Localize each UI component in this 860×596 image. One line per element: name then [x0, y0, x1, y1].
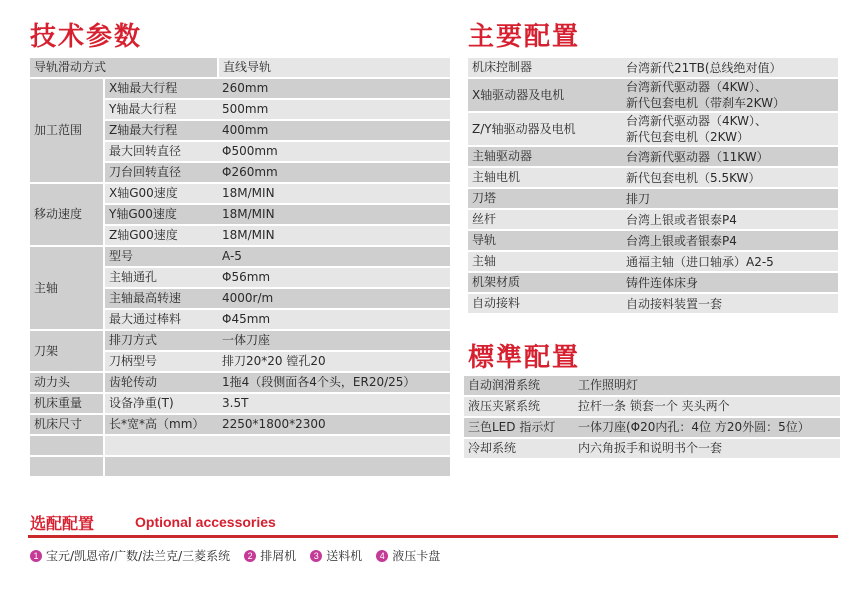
- spec-group: 机床重量: [30, 393, 104, 414]
- spec-group: 动力头: [30, 372, 104, 393]
- spec-value: Φ260mm: [218, 162, 450, 183]
- standard-item: 液压夹紧系统: [464, 396, 574, 417]
- config-item: 丝杆: [468, 209, 622, 230]
- config-row: [468, 167, 838, 188]
- spec-row: [30, 330, 450, 351]
- spec-value: 18M/MIN: [218, 183, 450, 204]
- standard-item: 三色LED 指示灯: [464, 417, 574, 438]
- spec-item: 齿轮传动: [104, 372, 218, 393]
- spec-value: Φ45mm: [218, 309, 450, 330]
- standard-item: 冷却系统: [464, 438, 574, 459]
- spec-item: Z轴G00速度: [104, 225, 218, 246]
- config-item: Z/Y轴驱动器及电机: [468, 112, 622, 146]
- spec-group: 主轴: [30, 246, 104, 330]
- spec-value: 4000r/m: [218, 288, 450, 309]
- spec-item: 主轴最高转速: [104, 288, 218, 309]
- config-row: [468, 112, 838, 146]
- spec-value: 500mm: [218, 99, 450, 120]
- config-item: 机架材质: [468, 272, 622, 293]
- tech-spec-table: [30, 58, 450, 478]
- config-row: [468, 58, 838, 78]
- config-row: [468, 251, 838, 272]
- spec-group: 刀架: [30, 330, 104, 372]
- spec-value: 18M/MIN: [218, 225, 450, 246]
- spec-row: [30, 183, 450, 204]
- spec-value: Φ500mm: [218, 141, 450, 162]
- optional-item-label: 宝元/凯恩帝/广数/法兰克/三菱系统: [46, 549, 231, 563]
- config-item: 自动接料: [468, 293, 622, 314]
- config-value: 排刀: [622, 188, 838, 209]
- config-row: [468, 146, 838, 167]
- standard-item: 自动润滑系统: [464, 376, 574, 396]
- spec-group: 机床尺寸: [30, 414, 104, 435]
- optional-item: [310, 547, 362, 564]
- spec-value: 260mm: [218, 78, 450, 99]
- spec-row: [30, 393, 450, 414]
- spec-item: X轴G00速度: [104, 183, 218, 204]
- standard-value: 内六角扳手和说明书个一套: [574, 438, 840, 459]
- spec-filler-cell: [218, 435, 450, 456]
- main-config-title: 主要配置: [468, 22, 581, 52]
- spec-filler-cell: [218, 456, 450, 477]
- config-value: 台湾新代21TB(总线绝对值）: [622, 58, 838, 78]
- spec-item: 最大回转直径: [104, 141, 218, 162]
- spec-value: Φ56mm: [218, 267, 450, 288]
- optional-item: [30, 547, 230, 564]
- config-item: 导轨: [468, 230, 622, 251]
- spec-value: 3.5T: [218, 393, 450, 414]
- config-row: [468, 230, 838, 251]
- spec-item: 设备净重(T): [104, 393, 218, 414]
- config-row: [468, 209, 838, 230]
- spec-filler-cell: [104, 456, 218, 477]
- spec-item: 型号: [104, 246, 218, 267]
- spec-filler-cell: [30, 435, 104, 456]
- optional-item: [376, 547, 440, 564]
- standard-config-title: 標準配置: [468, 343, 581, 373]
- spec-item: 刀柄型号: [104, 351, 218, 372]
- standard-value: 拉杆一条 锁套一个 夹头两个: [574, 396, 840, 417]
- optional-divider: [28, 535, 838, 538]
- optional-item-label: 液压卡盘: [392, 549, 441, 563]
- config-item: 主轴: [468, 251, 622, 272]
- config-row: [468, 293, 838, 314]
- config-item: X轴驱动器及电机: [468, 78, 622, 112]
- config-row: [468, 272, 838, 293]
- spec-item: 长*宽*高（mm）: [104, 414, 218, 435]
- spec-item: Z轴最大行程: [104, 120, 218, 141]
- standard-value: 工作照明灯: [574, 376, 840, 396]
- config-item: 机床控制器: [468, 58, 622, 78]
- config-value: 台湾新代驱动器（11KW）: [622, 146, 838, 167]
- spec-row: [30, 78, 450, 99]
- config-row: [468, 188, 838, 209]
- optional-item: [244, 547, 296, 564]
- spec-filler-row: [30, 435, 450, 456]
- config-value: 铸件连体床身: [622, 272, 838, 293]
- standard-row: [464, 417, 840, 438]
- config-item: 刀塔: [468, 188, 622, 209]
- spec-row: [30, 246, 450, 267]
- spec-item: 刀台回转直径: [104, 162, 218, 183]
- config-value: 新代包套电机（5.5KW）: [622, 167, 838, 188]
- config-value: 自动接料装置一套: [622, 293, 838, 314]
- config-row: [468, 78, 838, 112]
- optional-item-label: 排屑机: [260, 549, 297, 563]
- optional-number-badge: 3: [310, 550, 322, 562]
- spec-item: X轴最大行程: [104, 78, 218, 99]
- config-value: 台湾新代驱动器（4KW）、 新代包套电机（2KW）: [622, 112, 838, 146]
- optional-number-badge: 4: [376, 550, 388, 562]
- config-value: 台湾上银或者银泰P4: [622, 209, 838, 230]
- optional-number-badge: 2: [244, 550, 256, 562]
- standard-row: [464, 376, 840, 396]
- standard-config-table: [464, 376, 840, 460]
- config-value: 通福主轴（进口轴承）A2-5: [622, 251, 838, 272]
- tech-title: 技术参数: [30, 22, 143, 52]
- spec-filler-cell: [104, 435, 218, 456]
- optional-title: 选配配置: [30, 514, 95, 533]
- config-value: 台湾新代驱动器（4KW）、 新代包套电机（带刹车2KW）: [622, 78, 838, 112]
- optional-item-label: 送料机: [326, 549, 363, 563]
- standard-row: [464, 396, 840, 417]
- spec-row: [30, 414, 450, 435]
- spec-item: 最大通过棒料: [104, 309, 218, 330]
- spec-value: 18M/MIN: [218, 204, 450, 225]
- config-value: 台湾上银或者银泰P4: [622, 230, 838, 251]
- spec-item: 排刀方式: [104, 330, 218, 351]
- spec-item: Y轴G00速度: [104, 204, 218, 225]
- spec-item: Y轴最大行程: [104, 99, 218, 120]
- spec-value: A-5: [218, 246, 450, 267]
- spec-filler-cell: [30, 456, 104, 477]
- spec-value: 一体刀座: [218, 330, 450, 351]
- spec-value: 排刀20*20 镗孔20: [218, 351, 450, 372]
- main-config-table: [468, 58, 838, 315]
- spec-row: [30, 58, 450, 78]
- spec-group: 移动速度: [30, 183, 104, 246]
- config-item: 主轴电机: [468, 167, 622, 188]
- optional-subtitle: Optional accessories: [135, 514, 276, 530]
- spec-value: 2250*1800*2300: [218, 414, 450, 435]
- spec-value: 1拖4（段侧面各4个头，ER20/25）: [218, 372, 450, 393]
- standard-value: 一体刀座(Φ20内孔：4位 方20外圆：5位）: [574, 417, 840, 438]
- spec-value: 400mm: [218, 120, 450, 141]
- spec-filler-row: [30, 456, 450, 477]
- optional-list: [30, 547, 440, 564]
- spec-group: 导轨滑动方式: [30, 58, 218, 78]
- spec-row: [30, 372, 450, 393]
- config-item: 主轴驱动器: [468, 146, 622, 167]
- spec-value: 直线导轨: [218, 58, 450, 78]
- standard-row: [464, 438, 840, 459]
- spec-group: 加工范围: [30, 78, 104, 183]
- spec-item: 主轴通孔: [104, 267, 218, 288]
- optional-number-badge: 1: [30, 550, 42, 562]
